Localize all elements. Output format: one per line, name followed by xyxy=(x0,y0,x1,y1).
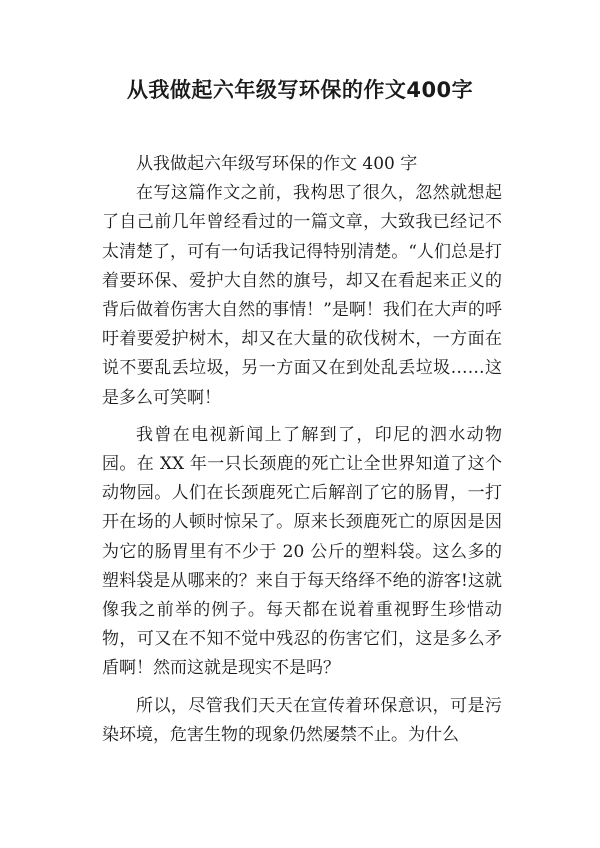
document-title: 从我做起六年级写环保的作文400字 xyxy=(126,78,474,102)
paragraph: 所以，尽管我们天天在宣传着环保意识，可是污染环境，危害生物的现象仍然屡禁不止。为什么 xyxy=(102,695,502,745)
paragraph: 我曾在电视新闻上了解到了，印尼的泗水动物园。在 XX 年一只长颈鹿的死亡让全世界知道了这个动物园。人们在长颈鹿死亡后解剖了它的肠胃，一打开在场的人顿时惊呆了。原来长颈鹿死亡的原因是因为它的肠胃里有不少于 20 公斤的塑料袋。这么多的塑料袋是从哪来的？来自于每天络绎不绝的游客!这就像我之前举的例子。每天都在说着重视野生珍惜动物，可又在不知不觉中残忍的伤害它们，这是多么矛盾啊！然而这就是现实不是吗？ xyxy=(102,424,502,679)
paragraph: 在写这篇作文之前，我构思了很久，忽然就想起了自己前几年曾经看过的一篇文章，大致我已经记不太清楚了，可有一句话我记得特别清楚。“人们总是打着要环保、爱护大自然的旗号，却又在看起来正义的背后做着伤害大自然的事情！”是啊！我们在大声的呼吁着要爱护树木，却又在大量的砍伐树木，一方面在说不要乱丢垃圾，另一方面又在到处乱丢垃圾……这是多么可笑啊！ xyxy=(102,183,502,408)
document-subtitle: 从我做起六年级写环保的作文 400 字 xyxy=(136,154,418,174)
document-body xyxy=(102,150,502,750)
